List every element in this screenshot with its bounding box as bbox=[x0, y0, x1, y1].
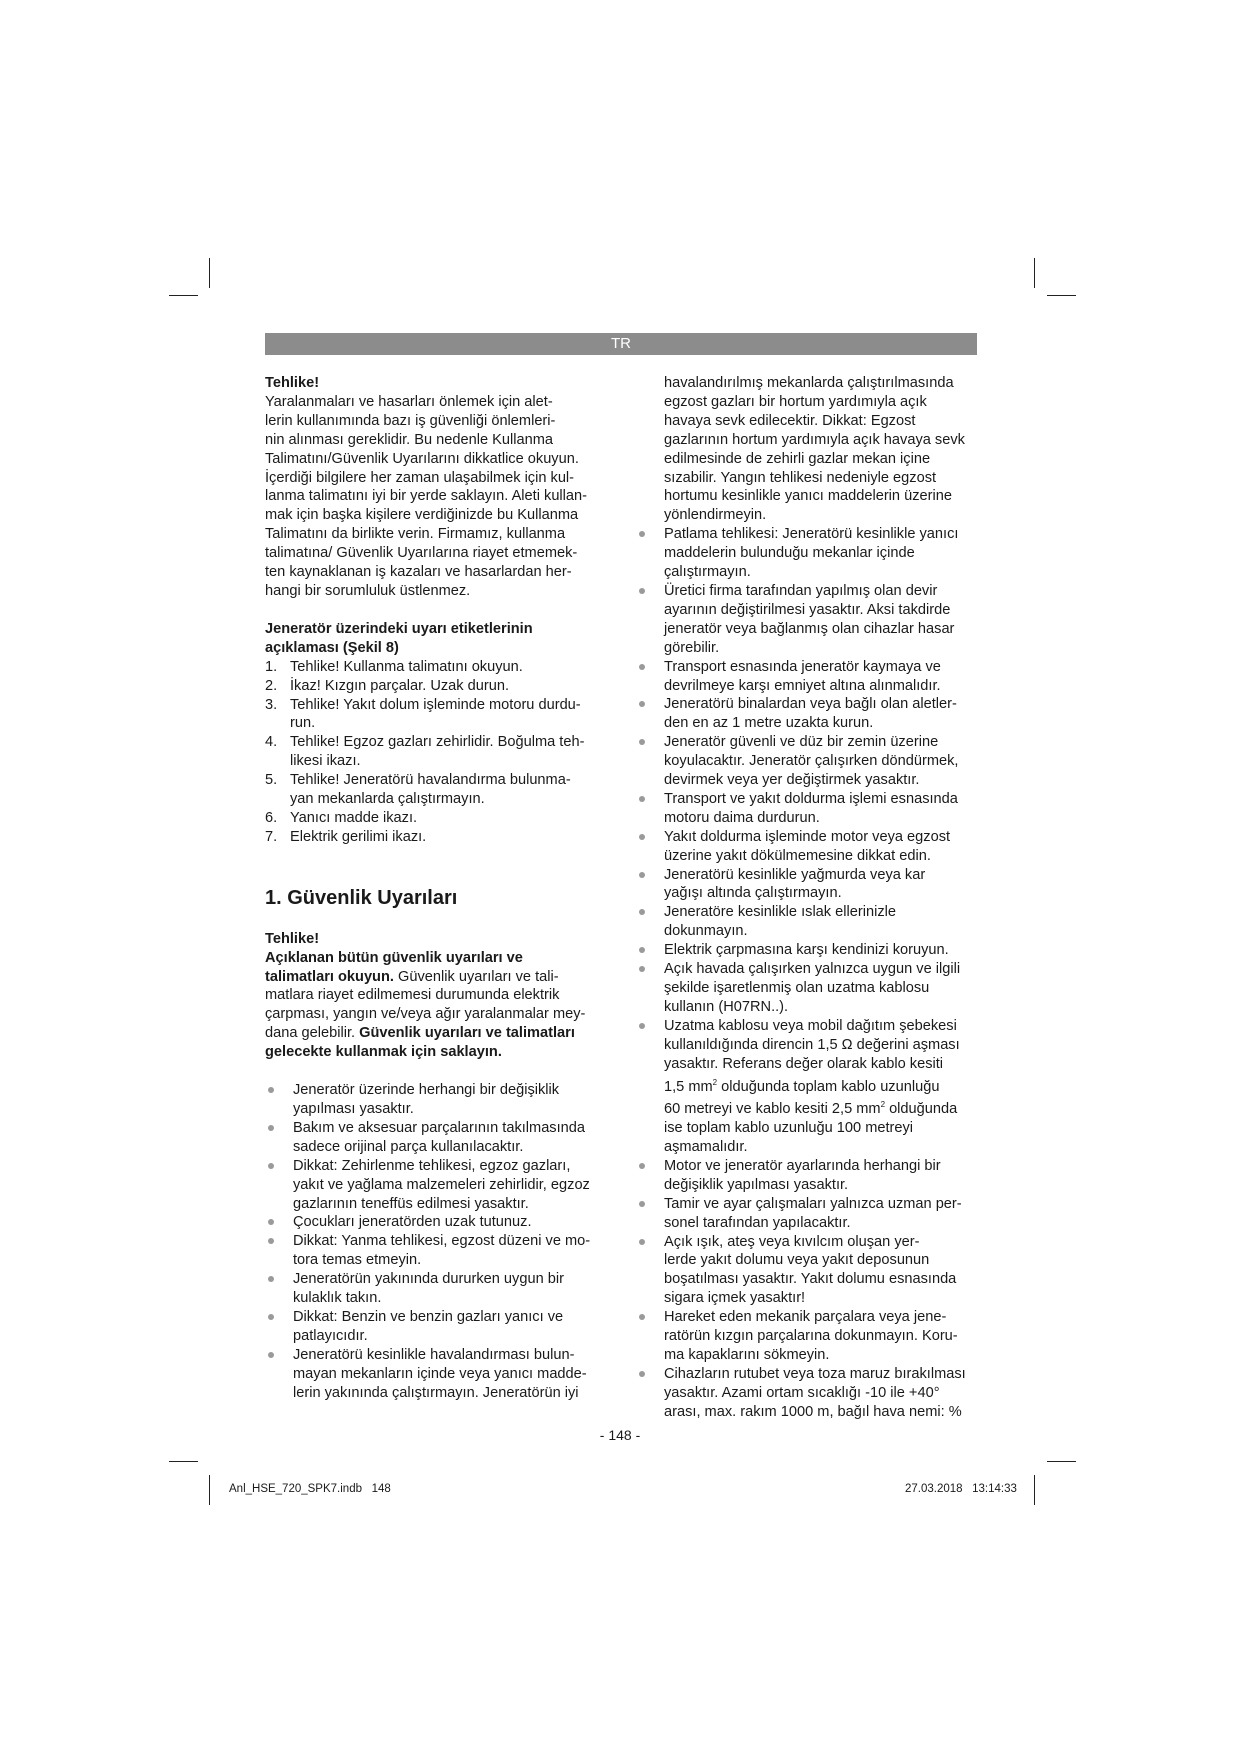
item-text: lerin yakınında çalıştırmayın. Jeneratörün iyi bbox=[293, 1384, 579, 1401]
safety-bullet-list bbox=[664, 525, 982, 1421]
item-number: 3. bbox=[265, 696, 278, 713]
crop-mark bbox=[209, 258, 210, 288]
item-text: Dikkat: Zehirlenme tehlikesi, egzoz gazları, bbox=[293, 1157, 571, 1174]
item-text: sadece orijinal parça kullanılacaktır. bbox=[293, 1138, 524, 1155]
list-item bbox=[664, 733, 982, 790]
continuation-line: egzost gazları bir hortum yardımıyla açık bbox=[664, 393, 927, 410]
item-text: Jeneratörü kesinlikle havalandırması bulun- bbox=[293, 1346, 575, 1363]
list-item bbox=[265, 1308, 609, 1346]
intro-line: Talimatını da birlikte verin. Firmamız, kullanma bbox=[265, 526, 566, 543]
safety-paragraph bbox=[265, 949, 609, 1062]
list-item bbox=[664, 582, 982, 658]
item-text: ratörün kızgın parçalarına dokunmayın. Koru- bbox=[664, 1328, 958, 1345]
bullet-dot-icon bbox=[268, 1276, 274, 1282]
section-title: 1. Güvenlik Uyarıları bbox=[265, 886, 458, 909]
bullet-dot-icon bbox=[268, 1314, 274, 1320]
list-item bbox=[265, 1119, 609, 1157]
item-text: devirmek veya yer değiştirmek yasaktır. bbox=[664, 772, 920, 789]
item-text: görebilir. bbox=[664, 639, 720, 656]
item-text: den en az 1 metre uzakta kurun. bbox=[664, 715, 874, 732]
item-text: Transport ve yakıt doldurma işlemi esnasında bbox=[664, 790, 958, 807]
list-item bbox=[265, 1346, 609, 1403]
item-text: 1,5 mm bbox=[664, 1078, 713, 1095]
list-item bbox=[265, 696, 609, 734]
intro-line: Talimatını/Güvenlik Uyarılarını dikkatlice okuyun. bbox=[265, 450, 579, 467]
list-item bbox=[664, 695, 982, 733]
item-text: yan mekanlarda çalıştırmayın. bbox=[290, 791, 485, 808]
item-number: 6. bbox=[265, 809, 278, 826]
intro-line: lerin kullanımında bazı iş güvenliği önlemleri- bbox=[265, 412, 556, 429]
bullet-dot-icon bbox=[639, 1201, 645, 1207]
intro-line: lanma talimatını iyi bir yerde saklayın. Aleti kullan- bbox=[265, 488, 588, 505]
bullet-dot-icon bbox=[639, 947, 645, 953]
bullet-dot-icon bbox=[639, 909, 645, 915]
item-text: Dikkat: Benzin ve benzin gazları yanıcı ve bbox=[293, 1308, 564, 1325]
list-item bbox=[664, 1017, 982, 1157]
item-text: yapılması yasaktır. bbox=[293, 1101, 414, 1117]
safety-bullet-list bbox=[265, 1081, 609, 1402]
bullet-dot-icon bbox=[639, 1314, 645, 1320]
list-item bbox=[664, 1308, 982, 1365]
intro-paragraph bbox=[265, 393, 609, 601]
item-text: Elektrik çarpmasına karşı kendinizi koruyun. bbox=[664, 942, 949, 959]
footer-filename: Anl_HSE_720_SPK7.indb 148 bbox=[229, 1483, 391, 1495]
item-number: 4. bbox=[265, 734, 278, 751]
item-text: devrilmeye karşı emniyet altına alınmalıdır. bbox=[664, 677, 941, 694]
item-text: üzerine yakıt dökülmemesine dikkat edin. bbox=[664, 847, 931, 864]
item-text: Tamir ve ayar çalışmaları yalnızca uzman per- bbox=[664, 1195, 962, 1212]
list-item bbox=[265, 1270, 609, 1308]
item-text: Açık havada çalışırken yalnızca uygun ve ilgili bbox=[664, 961, 961, 978]
continuation-line: hortumu kesinlikle yanıcı maddelerin üzerine bbox=[664, 488, 952, 505]
crop-mark bbox=[169, 295, 198, 296]
list-item bbox=[664, 828, 982, 866]
item-text: değişiklik yapılması yasaktır. bbox=[664, 1176, 849, 1193]
safety-text: gelecekte kullanmak için saklayın. bbox=[265, 1044, 502, 1061]
bullet-dot-icon bbox=[639, 1239, 645, 1245]
superscript: 2 bbox=[880, 1100, 886, 1110]
item-text: Jeneratöre kesinlikle ıslak ellerinizle bbox=[664, 904, 896, 921]
item-text: şekilde işaretlenmiş olan uzatma kablosu bbox=[664, 980, 930, 996]
item-text: gazlarının teneffüs edilmesi yasaktır. bbox=[293, 1195, 529, 1212]
bullet-dot-icon bbox=[268, 1219, 274, 1225]
item-text: arası, max. rakım 1000 m, bağıl hava nemi: % bbox=[664, 1403, 962, 1420]
list-item bbox=[664, 1233, 982, 1309]
item-text: Üretici firma tarafından yapılmış olan devir bbox=[664, 582, 938, 599]
item-text: lerde yakıt dolumu veya yakıt deposunun bbox=[664, 1252, 930, 1269]
item-text: kulaklık takın. bbox=[293, 1290, 382, 1307]
item-text: aşmamalıdır. bbox=[664, 1138, 748, 1155]
list-item bbox=[664, 866, 982, 904]
page-number: - 148 - bbox=[599, 1427, 641, 1443]
item-text: çalıştırmayın. bbox=[664, 564, 751, 581]
item-text: Dikkat: Yanma tehlikesi, egzost düzeni ve mo- bbox=[293, 1233, 591, 1250]
continuation-line: havaya sevk edilecektir. Dikkat: Egzost bbox=[664, 412, 916, 429]
list-item bbox=[265, 1213, 609, 1232]
item-text: likesi ikazı. bbox=[290, 753, 361, 770]
item-text: Patlama tehlikesi: Jeneratörü kesinlikle yanıcı bbox=[664, 526, 959, 543]
list-item bbox=[265, 828, 609, 847]
list-item bbox=[664, 1195, 982, 1233]
crop-mark bbox=[1034, 1475, 1035, 1505]
list-item bbox=[664, 658, 982, 696]
bullet-dot-icon bbox=[268, 1238, 274, 1244]
item-text: yasaktır. Referans değer olarak kablo kesiti bbox=[664, 1055, 944, 1072]
item-text: Tehlike! Egzoz gazları zehirlidir. Boğulma teh- bbox=[290, 734, 585, 751]
intro-line: nin alınması gereklidir. Bu nedenle Kullanma bbox=[265, 431, 553, 448]
item-text: Elektrik gerilimi ikazı. bbox=[290, 828, 427, 845]
safety-text: çarpması, yangın ve/veya ağır yaralanmalar mey- bbox=[265, 1006, 586, 1023]
crop-mark bbox=[1047, 295, 1076, 296]
bullet-dot-icon bbox=[639, 664, 645, 670]
safety-text: Güvenlik uyarıları ve tali- bbox=[393, 968, 559, 985]
bullet-dot-icon bbox=[639, 1371, 645, 1377]
item-text: kullanın (H07RN..). bbox=[664, 998, 789, 1015]
bullet-dot-icon bbox=[268, 1125, 274, 1131]
bullet-dot-icon bbox=[639, 872, 645, 878]
continuation-line: yönlendirmeyin. bbox=[664, 507, 767, 524]
item-text: maddelerin bulunduğu mekanlar içinde bbox=[664, 545, 915, 562]
intro-line: ten kaynaklanan iş kazaları ve hasarlardan her- bbox=[265, 564, 572, 581]
item-text: Tehlike! Jeneratörü havalandırma bulunma- bbox=[290, 772, 571, 789]
bullet-dot-icon bbox=[639, 1163, 645, 1169]
item-text: boşatılması yasaktır. Yakıt dolumu esnasında bbox=[664, 1271, 957, 1288]
item-text: 60 metreyi ve kablo kesiti 2,5 mm bbox=[664, 1101, 881, 1118]
item-text: koyulacaktır. Jeneratör çalışırken döndürmek, bbox=[664, 753, 959, 770]
bullet-dot-icon bbox=[268, 1163, 274, 1169]
safety-text: Açıklanan bütün güvenlik uyarıları ve bbox=[265, 949, 523, 966]
item-text: olduğunda bbox=[885, 1101, 958, 1118]
crop-mark bbox=[169, 1461, 198, 1462]
safety-text: dana gelebilir. bbox=[265, 1025, 360, 1042]
bullet-dot-icon bbox=[639, 531, 645, 537]
left-column bbox=[265, 374, 609, 1403]
continuation-line: gazlarının hortum yardımıyla açık havaya sevk bbox=[664, 431, 965, 448]
item-text: patlayıcıdır. bbox=[293, 1327, 368, 1344]
list-item bbox=[664, 790, 982, 828]
item-text: Tehlike! Kullanma talimatını okuyun. bbox=[290, 658, 523, 675]
bullet-dot-icon bbox=[639, 834, 645, 840]
item-text: yakıt ve yağlama malzemeleri zehirlidir, egzoz bbox=[293, 1176, 590, 1193]
item-text: yağışı altında çalıştırmayın. bbox=[664, 885, 842, 902]
item-text: ayarının değiştirilmesi yasaktır. Aksi takdirde bbox=[664, 601, 951, 618]
bullet-dot-icon bbox=[268, 1087, 274, 1093]
item-text: Jeneratörü binalardan veya bağlı olan aletler- bbox=[664, 696, 957, 713]
list-item bbox=[664, 960, 982, 1017]
item-number: 2. bbox=[265, 677, 278, 694]
item-text: Jeneratör üzerinde herhangi bir değişiklik bbox=[293, 1082, 560, 1099]
item-text: kullanıldığında direncin 1,5 Ω değerini aşması bbox=[664, 1036, 960, 1053]
list-item bbox=[265, 1157, 609, 1214]
safety-text: matlara riayet edilmemesi durumunda elektrik bbox=[265, 987, 560, 1004]
item-text: jeneratör veya bağlanmış olan cihazlar hasar bbox=[664, 620, 955, 637]
item-text: motoru daima durdurun. bbox=[664, 809, 820, 826]
item-number: 1. bbox=[265, 658, 278, 675]
continuation-line: sızabilir. Yangın tehlikesi nedeniyle egzost bbox=[664, 469, 937, 486]
list-item bbox=[664, 525, 982, 582]
item-text: Çocukları jeneratörden uzak tutunuz. bbox=[293, 1214, 532, 1231]
bullet-dot-icon bbox=[639, 739, 645, 745]
list-item bbox=[664, 941, 982, 960]
bullet-dot-icon bbox=[639, 796, 645, 802]
item-text: ma kapaklarını sökmeyin. bbox=[664, 1346, 830, 1363]
item-text: dokunmayın. bbox=[664, 923, 748, 940]
safety-text: talimatları okuyun. bbox=[265, 968, 394, 985]
footer-timestamp: 27.03.2018 13:14:33 bbox=[905, 1483, 1017, 1495]
item-text: olduğunda toplam kablo uzunluğu bbox=[717, 1078, 940, 1095]
labels-heading: Jeneratör üzerindeki uyarı etiketlerinin bbox=[265, 620, 533, 637]
item-text: Açık ışık, ateş veya kıvılcım oluşan yer- bbox=[664, 1233, 920, 1250]
crop-mark bbox=[209, 1475, 210, 1505]
item-text: run. bbox=[290, 715, 316, 732]
item-number: 7. bbox=[265, 828, 278, 845]
intro-line: Yaralanmaları ve hasarları önlemek için alet- bbox=[265, 393, 553, 410]
item-number: 5. bbox=[265, 772, 278, 789]
continuation-paragraph bbox=[664, 374, 982, 525]
item-text: Uzatma kablosu veya mobil dağıtım şebekesi bbox=[664, 1017, 957, 1034]
list-item bbox=[265, 658, 609, 677]
item-text: Bakım ve aksesuar parçalarının takılmasında bbox=[293, 1119, 586, 1136]
list-item bbox=[265, 1081, 609, 1119]
item-text: yasaktır. Azami ortam sıcaklığı -10 ile +40° bbox=[664, 1384, 940, 1401]
intro-line: hangi bir sorumluluk üstlenmez. bbox=[265, 582, 471, 599]
crop-mark bbox=[1047, 1461, 1076, 1462]
labels-heading: açıklaması (Şekil 8) bbox=[265, 639, 399, 656]
superscript: 2 bbox=[712, 1077, 718, 1087]
item-text: mayan mekanların içinde veya yanıcı madde- bbox=[293, 1365, 587, 1382]
item-text: sonel tarafından yapılacaktır. bbox=[664, 1214, 851, 1231]
warning-title: Tehlike! bbox=[265, 375, 320, 391]
bullet-dot-icon bbox=[639, 701, 645, 707]
bullet-dot-icon bbox=[639, 1023, 645, 1029]
list-item bbox=[265, 733, 609, 771]
item-text: Motor ve jeneratör ayarlarında herhangi bir bbox=[664, 1157, 941, 1174]
bullet-dot-icon bbox=[268, 1352, 274, 1358]
intro-line: talimatına/ Güvenlik Uyarılarına riayet etmemek- bbox=[265, 545, 578, 562]
right-column bbox=[664, 374, 982, 1422]
item-text: Yakıt doldurma işleminde motor veya egzost bbox=[664, 828, 951, 845]
crop-mark bbox=[1034, 258, 1035, 288]
list-item bbox=[265, 771, 609, 809]
item-text: Yanıcı madde ikazı. bbox=[290, 809, 418, 826]
item-text: Tehlike! Yakıt dolum işleminde motoru durdu- bbox=[290, 696, 581, 713]
bullet-dot-icon bbox=[639, 966, 645, 972]
list-item bbox=[664, 1365, 982, 1422]
list-item bbox=[664, 903, 982, 941]
list-item bbox=[265, 809, 609, 828]
item-text: Jeneratör güvenli ve düz bir zemin üzerine bbox=[664, 734, 939, 751]
list-item bbox=[664, 1157, 982, 1195]
intro-line: mak için başka kişilere verdiğinizde bu Kullanma bbox=[265, 507, 579, 524]
warning-labels-list bbox=[265, 658, 609, 847]
item-text: Hareket eden mekanik parçalara veya jene- bbox=[664, 1309, 947, 1326]
item-text: Cihazların rutubet veya toza maruz bırakılması bbox=[664, 1365, 966, 1382]
bullet-dot-icon bbox=[639, 588, 645, 594]
safety-text: Güvenlik uyarıları ve talimatları bbox=[359, 1025, 575, 1042]
safety-title: Tehlike! bbox=[265, 930, 320, 947]
language-code: TR bbox=[611, 335, 631, 352]
item-text: sigara içmek yasaktır! bbox=[664, 1290, 806, 1307]
list-item bbox=[265, 677, 609, 696]
continuation-line: edilmesinde de zehirli gazlar mekan içine bbox=[664, 450, 931, 467]
item-text: Transport esnasında jeneratör kaymaya ve bbox=[664, 658, 941, 675]
continuation-line: havalandırılmış mekanlarda çalıştırılmasında bbox=[664, 375, 954, 391]
list-item bbox=[265, 1232, 609, 1270]
item-text: tora temas etmeyin. bbox=[293, 1252, 422, 1269]
item-text: Jeneratörün yakınında dururken uygun bir bbox=[293, 1271, 564, 1288]
item-text: Jeneratörü kesinlikle yağmurda veya kar bbox=[664, 866, 926, 883]
item-text: İkaz! Kızgın parçalar. Uzak durun. bbox=[290, 677, 510, 694]
intro-line: İçerdiği bilgilere her zaman ulaşabilmek için kul- bbox=[265, 469, 575, 486]
language-header-bar bbox=[265, 333, 977, 355]
item-text: ise toplam kablo uzunluğu 100 metreyi bbox=[664, 1120, 914, 1137]
